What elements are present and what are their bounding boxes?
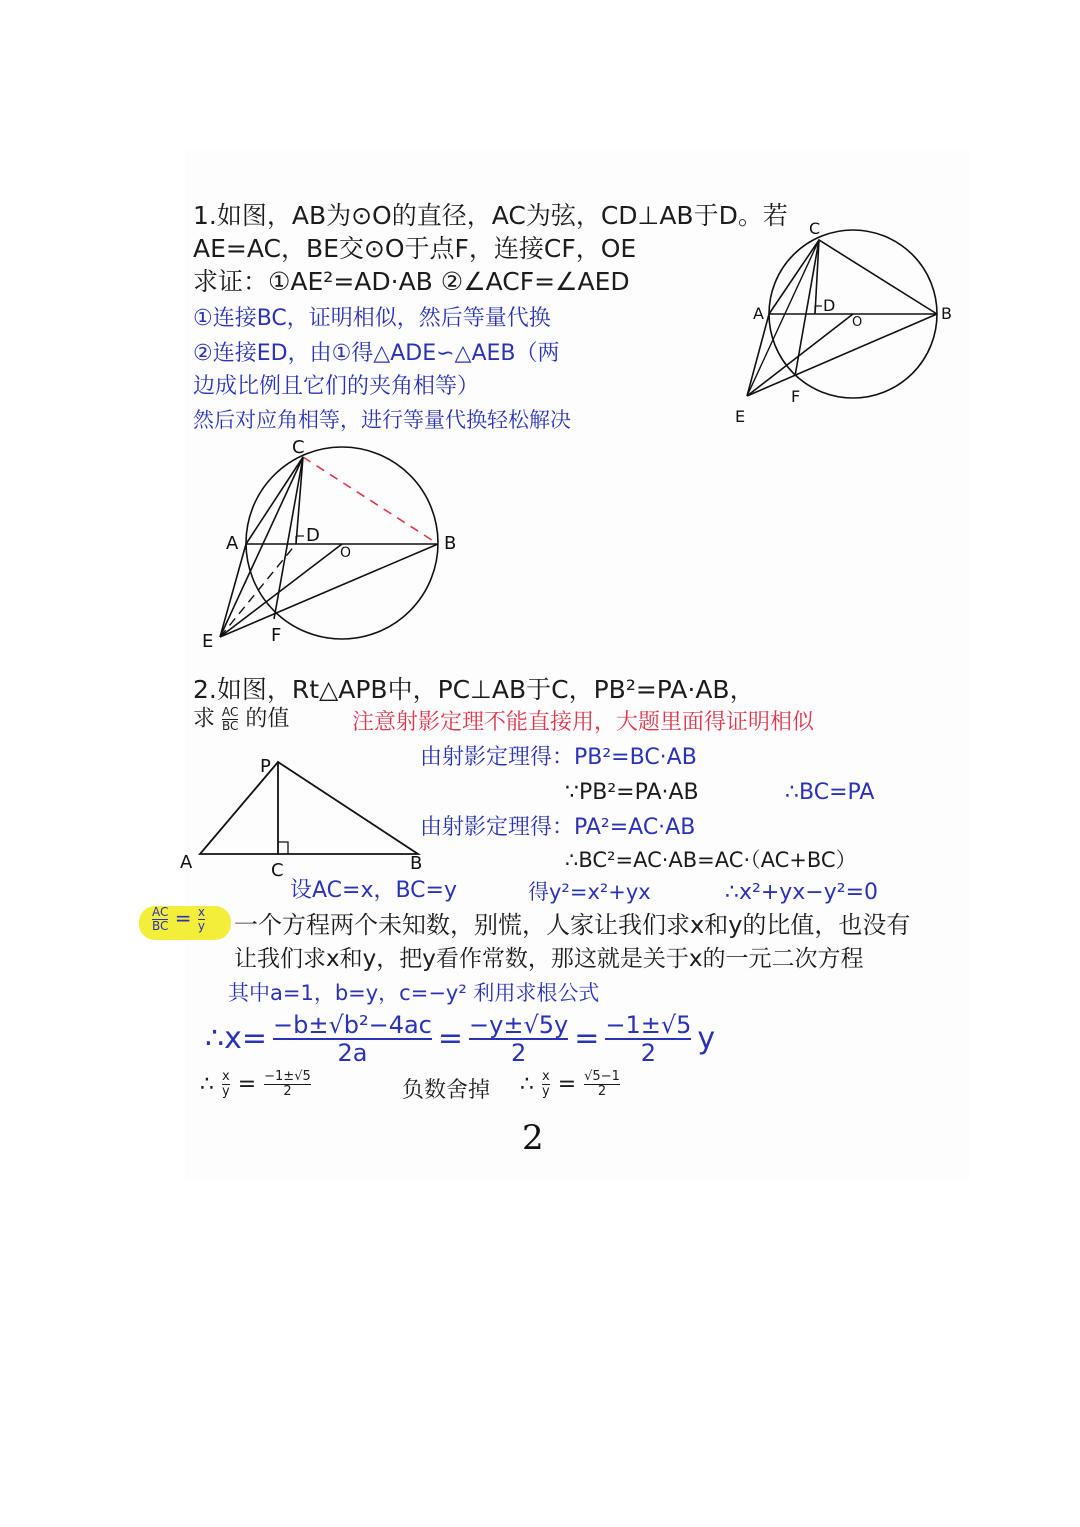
fig2-label-f: F — [271, 625, 282, 646]
fig2-label-a: A — [226, 533, 239, 554]
q2-discard-note: 负数舍掉 — [402, 1078, 491, 1103]
q2-warning: 注意射影定理不能直接用，大题里面得证明相似 — [352, 710, 815, 735]
q2-step4: 由射影定理得：PA²=AC·AB — [420, 815, 696, 840]
q2-ratio-highlight — [152, 906, 205, 933]
fig2-label-e: E — [202, 631, 214, 652]
page-number: 2 — [522, 1118, 544, 1158]
q1-hint2: ②连接ED，由①得△ADE∽△AEB（两 — [193, 341, 560, 366]
formula-fraction-3: $\frac{-1\pm√5}{2}$ — [605, 1011, 692, 1068]
fig1-label-c: C — [809, 219, 821, 238]
q2-step3: ∴BC=PA — [785, 780, 875, 805]
q2-result-1 — [200, 1070, 311, 1100]
q2-result-2 — [520, 1070, 620, 1100]
q2-text2: 让我们求x和y，把y看作常数，那这就是关于x的一元二次方程 — [234, 946, 864, 972]
result-fraction-value-1: $\frac{-1\pm√5}{2}$ — [264, 1069, 311, 1100]
q2-formula — [205, 1012, 715, 1067]
q1-hint3: 边成比例且它们的夹角相等） — [193, 374, 480, 399]
formula-tail: y — [697, 1021, 716, 1057]
q1-hint4: 然后对应角相等，进行等量代换轻松解决 — [193, 408, 571, 432]
result-therefore-1: ∴ — [200, 1071, 214, 1097]
fig1-label-o: O — [852, 315, 863, 330]
q2-text3: 其中a=1，b=y，c=−y² 利用求根公式 — [228, 981, 600, 1005]
result-fraction-xy-1: $\frac{x}{y}$ — [222, 1069, 230, 1100]
ratio-equals: = — [174, 906, 192, 931]
tri-label-c: C — [271, 860, 284, 881]
fig2-label-c: C — [292, 437, 305, 458]
q2-ask — [193, 706, 289, 733]
q1-line1: 1.如图，AB为⊙O的直径，AC为弦，CD⊥AB于D。若 — [193, 201, 788, 230]
tri-label-p: P — [260, 756, 271, 777]
q2-ask-suffix: 的值 — [245, 706, 290, 732]
fig2-label-b: B — [444, 533, 457, 554]
q2-triangle-figure — [178, 752, 428, 882]
q2-step6: 设AC=x，BC=y — [290, 878, 457, 903]
q2-step2: ∵PB²=PA·AB — [565, 780, 699, 805]
result-equals-2: = — [557, 1071, 577, 1097]
formula-equals-2: = — [574, 1021, 600, 1057]
q2-ask-prefix: 求 — [193, 706, 216, 732]
formula-fraction-2: $\frac{-y\pm√5y}{2}$ — [469, 1011, 569, 1068]
fig1-label-a: A — [753, 304, 764, 323]
q2-line1: 2.如图，Rt△APB中，PC⊥AB于C，PB²=PA·AB， — [193, 675, 755, 704]
q2-step7: 得y²=x²+yx — [528, 880, 651, 904]
result-therefore-2: ∴ — [520, 1071, 534, 1097]
ratio-left-fraction: $\frac{AC}{BC}$ — [152, 905, 169, 934]
fig1-label-b: B — [941, 304, 952, 323]
q1-line2: AE=AC，BE交⊙O于点F，连接CF，OE — [193, 234, 637, 263]
q2-ask-fraction: $\frac{AC}{BC}$ — [222, 705, 239, 734]
fig2-label-o: O — [340, 545, 352, 561]
result-fraction-value-2: $\frac{√5-1}{2}$ — [584, 1069, 620, 1100]
result-equals-1: = — [237, 1071, 257, 1097]
q1-figure-small — [735, 218, 965, 428]
formula-prefix: ∴x= — [205, 1021, 267, 1057]
tri-label-b: B — [410, 853, 423, 874]
q2-step8: ∴x²+yx−y²=0 — [725, 880, 879, 905]
q2-text1: 一个方程两个未知数，别慌，人家让我们求x和y的比值，也没有 — [234, 911, 911, 939]
result-fraction-xy-2: $\frac{x}{y}$ — [542, 1069, 550, 1100]
formula-equals-1: = — [437, 1021, 464, 1057]
fig1-label-d: D — [823, 296, 836, 315]
q2-step1: 由射影定理得：PB²=BC·AB — [420, 745, 697, 770]
ratio-right-fraction: $\frac{x}{y}$ — [197, 905, 205, 934]
fig2-label-d: D — [306, 525, 320, 546]
tri-label-a: A — [180, 852, 193, 873]
q2-step5: ∴BC²=AC·AB=AC·（AC+BC） — [565, 848, 857, 872]
fig1-label-f: F — [791, 387, 801, 406]
q1-hint1: ①连接BC，证明相似，然后等量代换 — [193, 306, 551, 331]
formula-fraction-1: $\frac{\text{−b±√b²−4ac}}{2a}$ — [272, 1011, 432, 1068]
fig1-label-e: E — [735, 407, 746, 426]
q1-line3: 求证：①AE²=AD·AB ②∠ACF=∠AED — [193, 267, 630, 296]
q1-figure-large — [198, 437, 468, 652]
